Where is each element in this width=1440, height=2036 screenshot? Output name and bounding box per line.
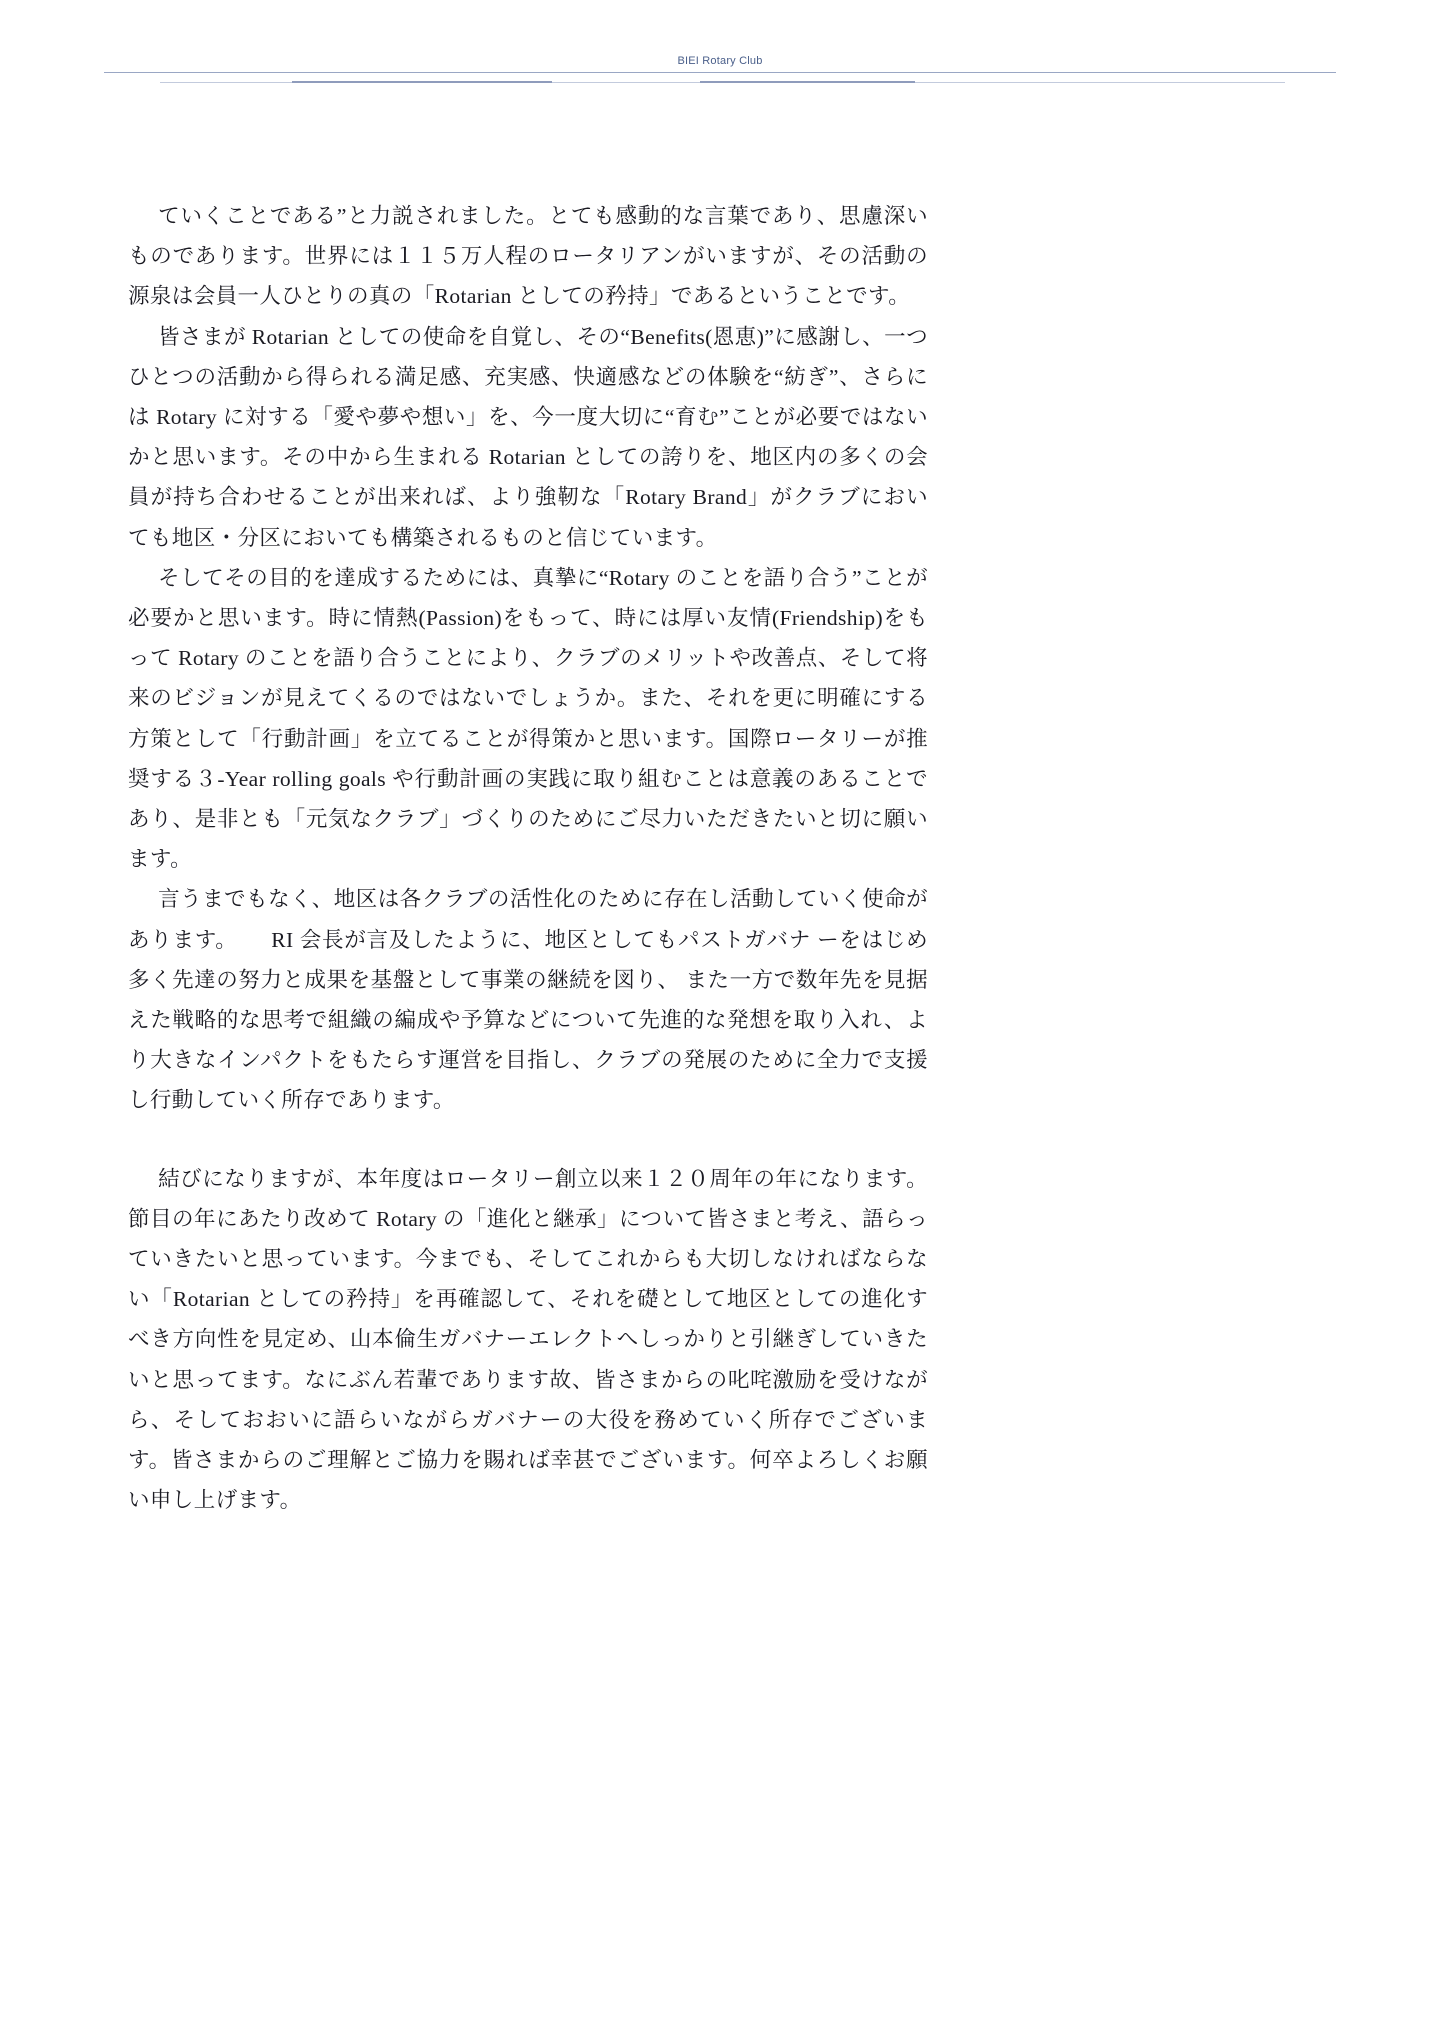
document-body (128, 196, 928, 1521)
paragraph: 皆さまが Rotarian としての使命を自覚し、その“Benefits(恩恵)”に感謝し、一つひとつの活動から得られる満足感、充実感、快適感などの体験を“紡ぎ”、さらには Rotary に対する「愛や夢や想い」を、今一度大切に“育む”ことが必要ではないかと思います。その中から生まれる Rotarian としての誇りを、地区内の多くの会員が持ち合わせることが出来れば、より強靭な「Rotary Brand」がクラブにおいても地区・分区においても構築されるものと信じています。 (128, 324, 928, 550)
header-rule-primary (104, 72, 1336, 73)
paragraph: そしてその目的を達成するためには、真摯に“Rotary のことを語り合う”ことが必要かと思います。時に情熱(Passion)をもって、時には厚い友情(Friendship)をもって Rotary のことを語り合うことにより、クラブのメリットや改善点、そして将来のビジョンが見えてくるのではないでしょうか。また、それを更に明確にする方策として「行動計画」を立てることが得策かと思います。国際ロータリーが推奨する３-Year rolling goals や行動計画の実践に取り組むことは意義のあることであり、是非とも「元気なクラブ」づくりのためにご尽力いただきたいと切に願います。 (128, 565, 928, 872)
paragraph: 言うまでもなく、地区は各クラブの活性化のために存在し活動していく使命があります。 RI 会長が言及したように、地区としてもパストガバナ ーをはじめ多く先達の努力と成果を基盤として事業の継続を図り、 また一方で数年先を見据えた戦略的な思考で組織の編成や予算などについて先進的な発想を取り入れ、より大きなインパクトをもたらす運営を目指し、クラブの発展のために全力で支援し行動していく所存であります。 (128, 887, 928, 1113)
header-rule-accent-right (700, 81, 915, 83)
page-header-club-name: BIEI Rotary Club (677, 55, 763, 67)
header-rule-accent-left (292, 81, 552, 83)
paragraph: ていくことである”と力説されました。とても感動的な言葉であり、思慮深いものであります。世界には１１５万人程のロータリアンがいますが、その活動の源泉は会員一人ひとりの真の「Rotarian としての矜持」であるということです。 (128, 204, 928, 309)
paragraph: 結びになりますが、本年度はロータリー創立以来１２０周年の年になります。節目の年にあたり改めて Rotary の「進化と継承」について皆さまと考え、語らっていきたいと思っています。今までも、そしてこれからも大切しなければならない「Rotarian としての矜持」を再確認して、それを礎として地区としての進化すべき方向性を見定め、山本倫生ガバナーエレクトへしっかりと引継ぎしていきたいと思ってます。なにぶん若輩であります故、皆さまからの叱咤激励を受けながら、そしておおいに語らいながらガバナーの大役を務めていく所存でございます。皆さまからのご理解とご協力を賜れば幸甚でございます。何卒よろしくお願い申し上げます。 (128, 1166, 928, 1513)
